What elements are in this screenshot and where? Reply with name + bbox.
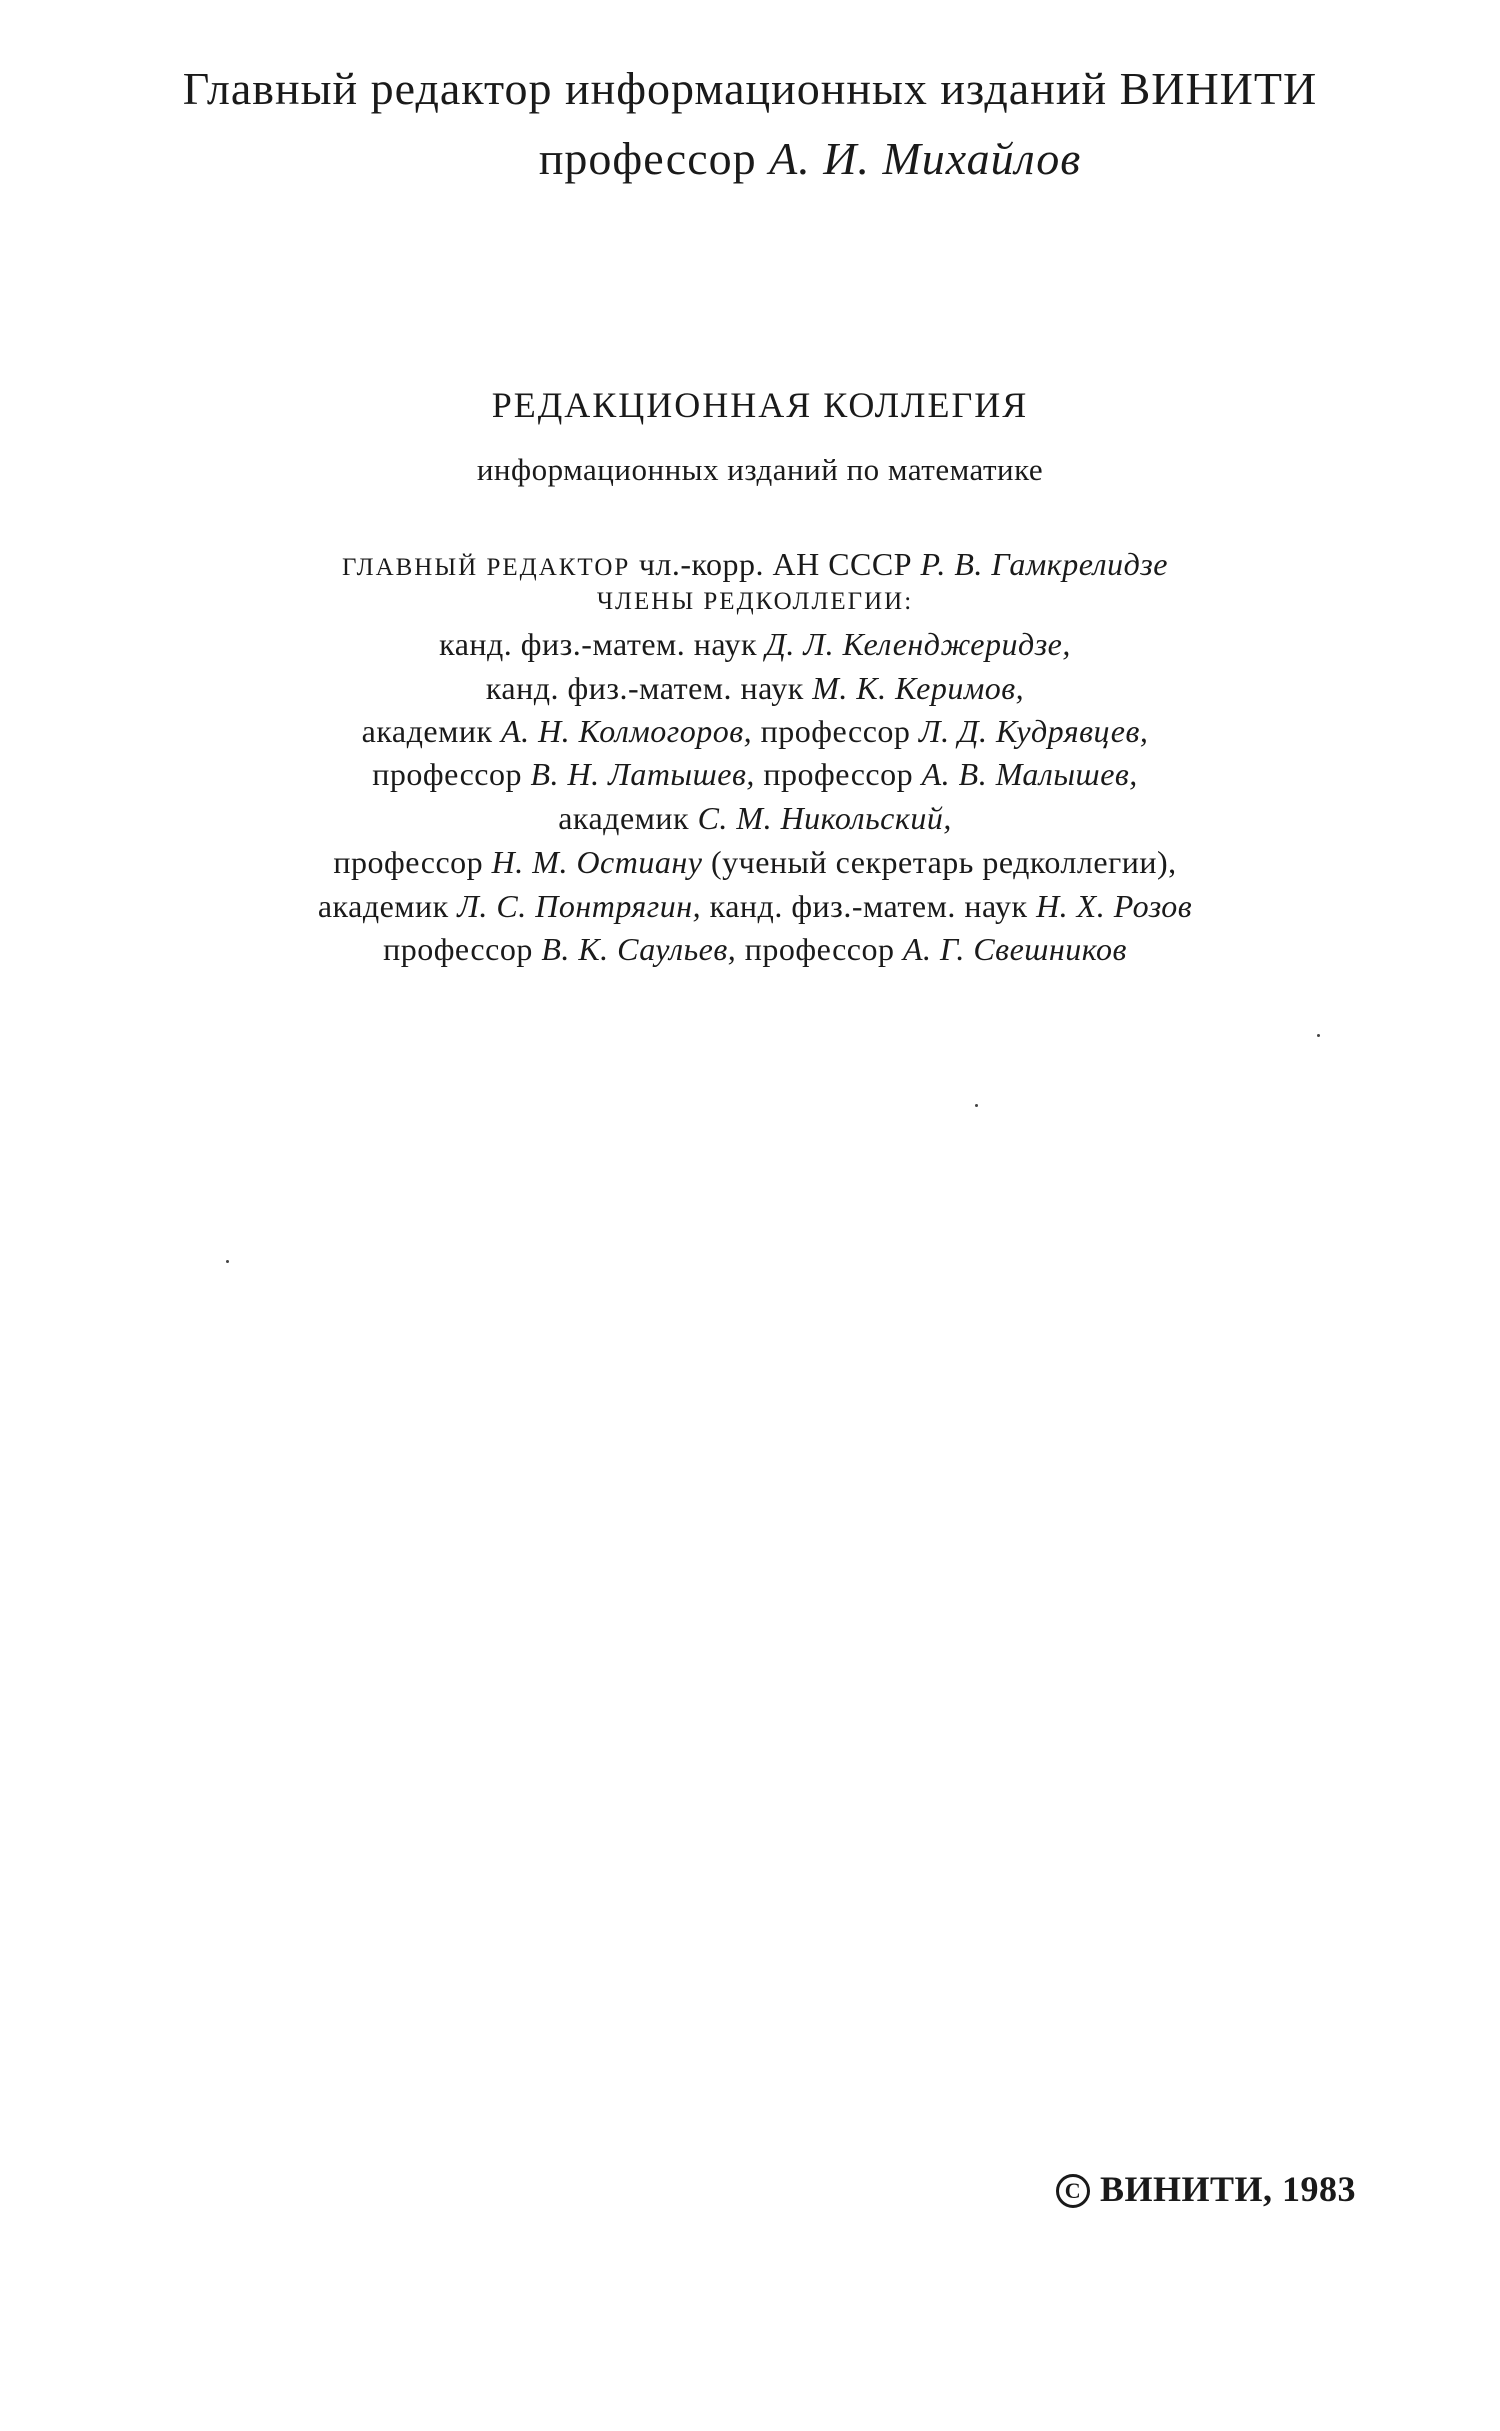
board-members-label bbox=[5, 588, 1500, 616]
member-name: В. К. Саульев, bbox=[541, 931, 737, 967]
member-title: академик bbox=[317, 888, 458, 924]
member-name: Н. Х. Розов bbox=[1036, 888, 1193, 924]
member-name: А. Г. Свешников bbox=[902, 931, 1127, 967]
member-name: А. В. Малышев, bbox=[921, 756, 1138, 792]
member-title: канд. физ.-матем. наук bbox=[439, 626, 766, 662]
print-speck bbox=[226, 1260, 229, 1263]
member-title: профессор bbox=[736, 931, 903, 967]
member-title: профессор bbox=[752, 713, 919, 749]
copyright-notice bbox=[1056, 2168, 1356, 2210]
editorial-board-title bbox=[10, 384, 1500, 426]
board-member-line bbox=[5, 713, 1500, 750]
board-member-line bbox=[5, 800, 1500, 837]
member-name: А. Н. Колмогоров, bbox=[501, 713, 753, 749]
board-chief-name: Р. В. Гамкрелидзе bbox=[920, 546, 1168, 582]
chief-editor-title: профессор bbox=[538, 133, 770, 184]
member-title: академик bbox=[361, 713, 502, 749]
member-name: М. К. Керимов, bbox=[812, 670, 1025, 706]
editorial-board-subtitle bbox=[10, 452, 1500, 488]
member-title: канд. физ.-матем. наук bbox=[701, 888, 1037, 924]
member-name: Л. Д. Кудрявцев, bbox=[918, 713, 1149, 749]
print-speck bbox=[975, 1104, 978, 1107]
editorial-board-subtitle-text: информационных изданий по математике bbox=[476, 452, 1044, 487]
member-title: академик bbox=[558, 800, 698, 836]
board-chief-label: ГЛАВНЫЙ РЕДАКТОР bbox=[342, 554, 631, 581]
chief-editor-heading-text: Главный редактор информационных изданий ВИНИТИ bbox=[182, 63, 1318, 114]
member-name: В. Н. Латышев, bbox=[530, 756, 755, 792]
board-member-line bbox=[5, 844, 1500, 881]
member-title: профессор bbox=[754, 756, 922, 792]
member-title: канд. физ.-матем. наук bbox=[485, 670, 813, 706]
board-member-line bbox=[5, 626, 1500, 663]
chief-editor-name: А. И. Михайлов bbox=[769, 133, 1082, 184]
editorial-board-title-text: РЕДАКЦИОННАЯ КОЛЛЕГИЯ bbox=[491, 385, 1029, 425]
member-title: профессор bbox=[383, 931, 542, 967]
chief-editor-heading bbox=[0, 62, 1500, 115]
member-title: (ученый секретарь редколлегии), bbox=[702, 844, 1177, 880]
board-member-line bbox=[5, 931, 1500, 968]
board-members-label-text: ЧЛЕНЫ РЕДКОЛЛЕГИИ: bbox=[596, 588, 914, 615]
board-chief-editor-line bbox=[5, 546, 1500, 583]
member-name: Л. С. Понтрягин, bbox=[457, 888, 702, 924]
member-title: профессор bbox=[333, 844, 492, 880]
copyright-text: ВИНИТИ, 1983 bbox=[1100, 2169, 1357, 2209]
board-member-line bbox=[5, 670, 1500, 707]
chief-editor-name-line bbox=[60, 132, 1500, 185]
member-name: Н. М. Остиану bbox=[491, 844, 703, 880]
print-speck bbox=[1317, 1034, 1320, 1037]
member-name: С. М. Никольский, bbox=[697, 800, 952, 836]
copyright-icon: C bbox=[1056, 2174, 1090, 2208]
board-member-line bbox=[5, 888, 1500, 925]
member-title: профессор bbox=[372, 756, 531, 792]
board-member-line bbox=[5, 756, 1500, 793]
member-name: Д. Л. Келенджеридзе, bbox=[765, 626, 1071, 662]
board-chief-title: чл.-корр. АН СССР bbox=[630, 546, 921, 582]
